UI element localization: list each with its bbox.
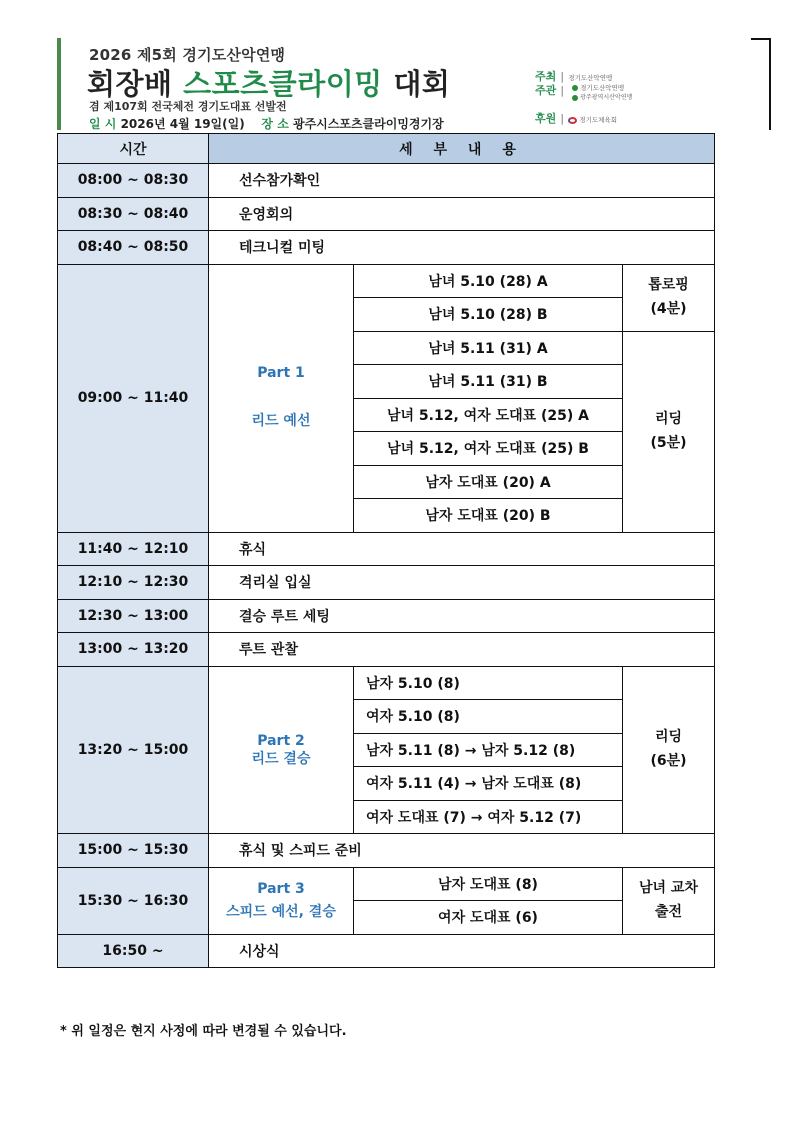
part1-mode-lead: 리딩 (5분): [623, 331, 715, 532]
federation-logo-icon: [572, 95, 578, 101]
row-time: 12:30 ~ 13:00: [58, 599, 209, 633]
organizer-sponsor: 후원 | 경기도체육회: [535, 112, 617, 125]
row-content: 결승 루트 세팅: [209, 599, 715, 633]
part3-mode: 남녀 교차 출전: [623, 867, 715, 934]
row-content: 운영회의: [209, 197, 715, 231]
part3-label: Part 3 스피드 예선, 결승: [209, 867, 354, 934]
schedule-note: * 위 일정은 현지 사정에 따라 변경될 수 있습니다.: [60, 1024, 347, 1039]
table-row: [58, 666, 715, 700]
heat-item: 남녀 5.11 (31) B: [354, 365, 623, 399]
corner-mark: [751, 38, 771, 40]
table-row: [58, 532, 715, 566]
row-time: 08:00 ~ 08:30: [58, 164, 209, 198]
header-accent-bar: [57, 38, 61, 130]
table-row: [58, 264, 715, 298]
row-time: 16:50 ~: [58, 934, 209, 968]
part1-label: Part 1 리드 예선: [209, 264, 354, 532]
heat-item: 남자 도대표 (20) B: [354, 499, 623, 533]
heat-item: 남자 5.11 (8) → 남자 5.12 (8): [354, 733, 623, 767]
heat-item: 여자 5.11 (4) → 남자 도대표 (8): [354, 767, 623, 801]
sports-council-logo-icon: [568, 117, 577, 124]
part2-time: 13:20 ~ 15:00: [58, 666, 209, 834]
row-time: 13:00 ~ 13:20: [58, 633, 209, 667]
table-row: [58, 934, 715, 968]
heat-item: 남자 도대표 (20) A: [354, 465, 623, 499]
row-content: 휴식 및 스피드 준비: [209, 834, 715, 868]
heat-item: 남녀 5.10 (28) A: [354, 264, 623, 298]
header-time: 시간: [58, 134, 209, 164]
table-header-row: [58, 134, 715, 164]
table-row: [58, 164, 715, 198]
event-header: [57, 38, 715, 130]
row-time: 11:40 ~ 12:10: [58, 532, 209, 566]
table-row: [58, 599, 715, 633]
row-content: 루트 관찰: [209, 633, 715, 667]
schedule-table: [57, 133, 715, 968]
part1-mode-toprope: 톱로핑 (4분): [623, 264, 715, 331]
part2-mode: 리딩 (6분): [623, 666, 715, 834]
table-row: [58, 231, 715, 265]
heat-item: 남녀 5.12, 여자 도대표 (25) B: [354, 432, 623, 466]
organizer-manage: 주관 | 경기도산악연맹 광주광역시산악연맹: [535, 84, 633, 101]
row-content: 휴식: [209, 532, 715, 566]
heat-item: 남자 도대표 (8): [354, 867, 623, 901]
heat-item: 여자 5.10 (8): [354, 700, 623, 734]
heat-item: 남녀 5.11 (31) A: [354, 331, 623, 365]
table-row: [58, 566, 715, 600]
event-title: 회장배 스포츠클라이밍 대회: [87, 67, 451, 101]
event-edition: 2026 제5회 경기도산악연맹: [89, 46, 286, 64]
heat-item: 남자 5.10 (8): [354, 666, 623, 700]
corner-mark-side: [769, 38, 771, 130]
heat-item: 여자 도대표 (7) → 여자 5.12 (7): [354, 800, 623, 834]
federation-logo-icon: [572, 85, 578, 91]
row-content: 선수참가확인: [209, 164, 715, 198]
part1-time: 09:00 ~ 11:40: [58, 264, 209, 532]
row-content: 격리실 입실: [209, 566, 715, 600]
row-time: 12:10 ~ 12:30: [58, 566, 209, 600]
row-time: 08:30 ~ 08:40: [58, 197, 209, 231]
table-row: [58, 867, 715, 901]
row-time: 08:40 ~ 08:50: [58, 231, 209, 265]
row-content: 테크니컬 미팅: [209, 231, 715, 265]
organizer-host: 주최 | 경기도산악연맹: [535, 70, 613, 83]
table-row: [58, 834, 715, 868]
table-row: [58, 197, 715, 231]
event-date-venue: 일 시 2026년 4월 19일(일) 장 소 광주시스포츠클라이밍경기장: [89, 117, 444, 131]
part3-time: 15:30 ~ 16:30: [58, 867, 209, 934]
event-subtitle: 겸 제107회 전국체전 경기도대표 선발전: [89, 100, 287, 113]
table-row: [58, 633, 715, 667]
heat-item: 남녀 5.10 (28) B: [354, 298, 623, 332]
heat-item: 여자 도대표 (6): [354, 901, 623, 935]
heat-item: 남녀 5.12, 여자 도대표 (25) A: [354, 398, 623, 432]
header-detail: 세 부 내 용: [209, 134, 715, 164]
row-content: 시상식: [209, 934, 715, 968]
part2-label: Part 2 리드 결승: [209, 666, 354, 834]
row-time: 15:00 ~ 15:30: [58, 834, 209, 868]
